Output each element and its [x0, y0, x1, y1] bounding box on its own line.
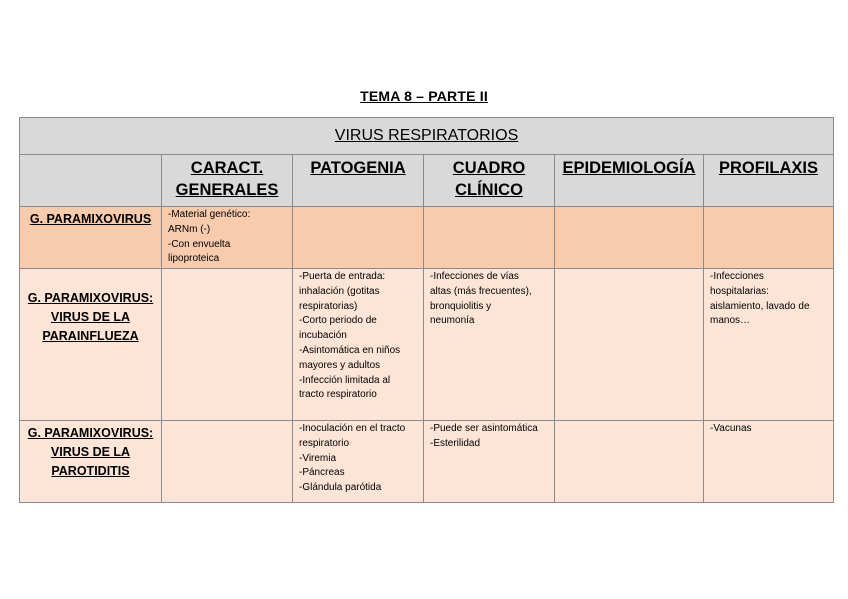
table-banner: VIRUS RESPIRATORIOS: [20, 118, 834, 155]
cell-epidemiologia: [555, 421, 704, 503]
cell-line: respiratorias): [299, 300, 358, 312]
cell-line: mayores y adultos: [299, 359, 381, 371]
cell-line: -Infecciones: [710, 271, 764, 282]
header-empty: [20, 155, 162, 207]
cell-profilaxis: [704, 421, 834, 503]
table-row: [20, 207, 834, 269]
cell-patogenia: [293, 269, 424, 421]
cell-patogenia: [293, 207, 424, 269]
cell-line: manos…: [710, 315, 751, 327]
cell-line: respiratorio: [299, 437, 350, 449]
cell-caract: [162, 207, 293, 269]
cell-profilaxis: [704, 207, 834, 269]
cell-line: -Puede ser asintomática: [430, 423, 538, 434]
cell-line: tracto respiratorio: [299, 389, 377, 401]
cell-line: -Puerta de entrada:: [299, 271, 386, 282]
cell-line: altas (más frecuentes),: [430, 285, 532, 297]
cell-cuadro: [424, 421, 555, 503]
cell-cuadro: [424, 269, 555, 421]
cell-line: ARNm (-): [168, 223, 211, 235]
cell-line: -Material genético:: [168, 209, 251, 220]
header-patogenia: PATOGENIA: [293, 155, 424, 207]
cell-epidemiologia: [555, 207, 704, 269]
cell-line: -Infección limitada al: [299, 374, 391, 386]
cell-line: hospitalarias:: [710, 285, 769, 297]
header-row: [20, 155, 834, 207]
cell-caract: [162, 269, 293, 421]
cell-line: -Glándula parótida: [299, 482, 382, 494]
header-profilaxis: PROFILAXIS: [704, 155, 834, 207]
cell-caract: [162, 421, 293, 503]
cell-cuadro: [424, 207, 555, 269]
cell-line: -Vacunas: [710, 423, 752, 434]
cell-line: bronquiolitis y: [430, 300, 492, 312]
document-title: TEMA 8 – PARTE II: [360, 88, 488, 104]
header-caract-generales: CARACT. GENERALES: [162, 155, 293, 207]
virus-table: [19, 117, 834, 503]
cell-line: -Con envuelta: [168, 238, 231, 250]
header-cuadro-clinico: CUADRO CLÍNICO: [424, 155, 555, 207]
header-epidemiologia: EPIDEMIOLOGÍA: [555, 155, 704, 207]
cell-line: incubación: [299, 330, 347, 342]
cell-line: -Páncreas: [299, 467, 345, 479]
cell-profilaxis: [704, 269, 834, 421]
cell-line: inhalación (gotitas: [299, 285, 380, 297]
cell-line: -Esterilidad: [430, 437, 481, 449]
cell-line: -Inoculación en el tracto: [299, 423, 406, 434]
row-name: G. PARAMIXOVIRUS: [20, 207, 162, 269]
table-row: [20, 269, 834, 421]
cell-line: aislamiento, lavado de: [710, 300, 810, 312]
table-row: [20, 421, 834, 503]
cell-line: -Corto periodo de: [299, 315, 377, 327]
cell-line: -Viremia: [299, 452, 337, 464]
cell-line: -Asintomática en niños: [299, 344, 401, 356]
cell-epidemiologia: [555, 269, 704, 421]
row-name: G. PARAMIXOVIRUS: VIRUS DE LA PAROTIDITIS: [20, 421, 162, 503]
cell-line: -Infecciones de vías: [430, 271, 519, 282]
cell-line: neumonía: [430, 315, 475, 327]
row-name: G. PARAMIXOVIRUS: VIRUS DE LA PARAINFLUEZA: [20, 269, 162, 421]
cell-patogenia: [293, 421, 424, 503]
cell-line: lipoproteica: [168, 253, 220, 265]
